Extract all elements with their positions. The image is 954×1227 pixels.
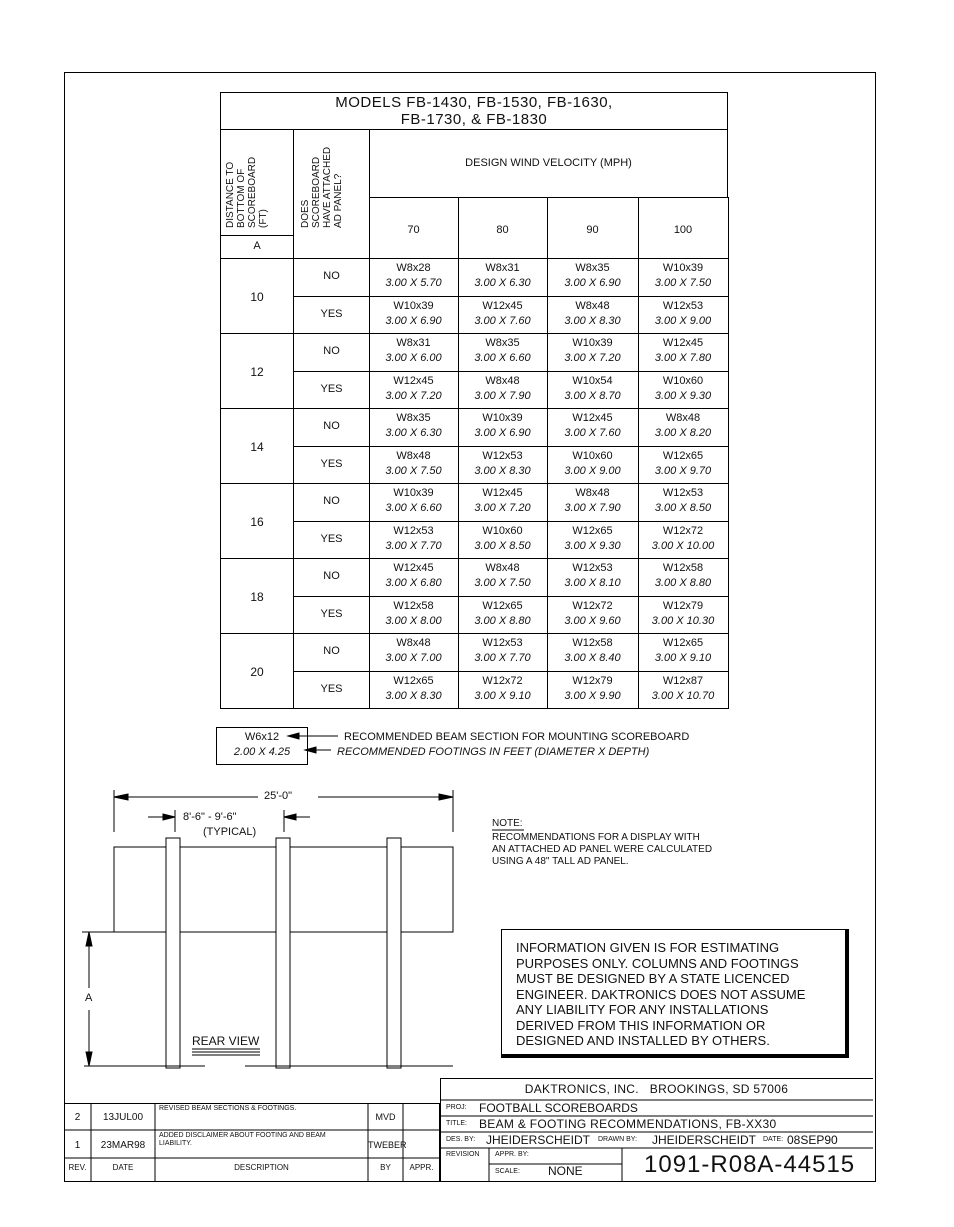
footing-size: 3.00 X 6.60: [474, 352, 531, 364]
beam-size: W10x54: [572, 374, 613, 387]
disclaimer-box: [501, 929, 849, 1058]
footing-size: 3.00 X 8.50: [654, 502, 712, 514]
beam-size: W10x39: [572, 337, 613, 349]
legend-footing-desc: RECOMMENDED FOOTINGS IN FEET (DIAMETER X DEPTH): [337, 746, 650, 758]
appr-header: APPR.: [409, 1163, 434, 1172]
distance-header-line: SCOREBOARD: [247, 156, 258, 228]
beam-size: W8x28: [396, 262, 431, 274]
beam-size: W12x45: [572, 412, 613, 424]
footing-size: 3.00 X 8.30: [474, 464, 531, 477]
beam-size: W12x65: [572, 524, 613, 537]
revision-label: REVISION: [446, 1151, 480, 1158]
note-line: AN ATTACHED AD PANEL WERE CALCULATED: [492, 844, 713, 855]
designer: JHEIDERSCHEIDT: [486, 1133, 591, 1147]
footing-size: 3.00 X 7.60: [474, 314, 531, 327]
footing-size: 3.00 X 8.80: [474, 614, 531, 627]
beam-size: W12x58: [662, 562, 704, 574]
beam-size: W10x39: [662, 262, 704, 274]
beam-size: W12x45: [662, 337, 704, 349]
distance-value: 18: [250, 589, 264, 604]
note-line: USING A 48" TALL AD PANEL.: [492, 856, 629, 867]
by-header: BY: [380, 1163, 391, 1172]
beam-size: W12x53: [482, 449, 523, 462]
footing-size: 3.00 X 7.70: [474, 652, 531, 664]
beam-size: W12x65: [393, 674, 434, 687]
footing-size: 3.00 X 9.10: [474, 689, 531, 702]
beam-size: W10x60: [482, 524, 523, 537]
panel-header-line: HAVE ATTACHED: [322, 146, 333, 228]
panel-value: YES: [320, 382, 343, 395]
beam-size: W10x39: [482, 412, 523, 424]
legend-beam-desc: RECOMMENDED BEAM SECTION FOR MOUNTING SCOREBOARD: [344, 731, 690, 743]
drawing-number: 1091-R08A-44515: [644, 1151, 856, 1178]
table-title-line2: FB-1730, & FB-1830: [400, 111, 548, 128]
scale-value: NONE: [548, 1164, 583, 1178]
footing-size: 3.00 X 9.00: [654, 314, 712, 327]
wind-speed: 80: [496, 224, 509, 236]
distance-header-line: (FT): [258, 209, 269, 228]
footing-size: 3.00 X 6.30: [385, 427, 442, 439]
rev-date: 23MAR98: [100, 1140, 146, 1151]
footing-size: 3.00 X 7.20: [564, 352, 621, 364]
beam-size: W8x48: [575, 487, 610, 499]
rev-header: REV.: [68, 1163, 87, 1172]
beam-size: W10x39: [393, 487, 434, 499]
beam-size: W12x53: [662, 487, 704, 499]
beam-size: W10x60: [662, 374, 704, 387]
beam-size: W8x48: [575, 299, 610, 312]
footing-size: 3.00 X 7.50: [385, 464, 442, 477]
footing-size: 3.00 X 7.90: [564, 502, 621, 514]
disclaimer-line: MUST BE DESIGNED BY A STATE LICENCED: [516, 971, 790, 986]
footing-size: 3.00 X 7.00: [385, 652, 442, 664]
panel-value: YES: [320, 682, 343, 695]
distance-value: 14: [250, 439, 264, 454]
project-name: FOOTBALL SCOREBOARDS: [479, 1101, 638, 1115]
footing-size: 3.00 X 10.30: [651, 614, 715, 627]
drawing-title: BEAM & FOOTING RECOMMENDATIONS, FB-XX30: [479, 1117, 777, 1131]
appr-by-label: APPR. BY:: [495, 1151, 529, 1158]
date-header: DATE: [112, 1163, 134, 1172]
panel-header-line: SCOREBOARD: [311, 156, 322, 228]
legend-beam: W6x12: [244, 731, 280, 743]
date-label: DATE:: [763, 1136, 784, 1143]
footing-size: 3.00 X 7.50: [654, 277, 712, 289]
note: [492, 818, 712, 868]
rev-by: TWEBER: [368, 1140, 407, 1150]
panel-value: NO: [323, 570, 340, 582]
footing-size: 3.00 X 9.30: [564, 539, 621, 552]
disclaimer-line: INFORMATION GIVEN IS FOR ESTIMATING: [516, 940, 780, 955]
footing-size: 3.00 X 8.30: [385, 689, 442, 702]
rev-number: 2: [74, 1112, 81, 1123]
beam-size: W8x35: [575, 262, 610, 274]
distance-value: 16: [250, 514, 264, 529]
footing-size: 3.00 X 9.30: [654, 389, 712, 402]
scale-label: SCALE:: [495, 1168, 520, 1175]
note-heading: NOTE:: [492, 818, 523, 829]
footing-size: 3.00 X 8.00: [385, 614, 442, 627]
beam-size: W8x35: [396, 412, 431, 424]
distance-value: 10: [250, 289, 264, 304]
rev-by: MVD: [375, 1112, 396, 1122]
footing-size: 3.00 X 7.80: [654, 352, 712, 364]
beam-size: W12x58: [572, 637, 613, 649]
footing-size: 3.00 X 8.40: [564, 652, 621, 664]
footing-size: 3.00 X 6.30: [474, 277, 531, 289]
company-name: DAKTRONICS, INC. BROOKINGS, SD 57006: [524, 1082, 789, 1096]
footing-size: 3.00 X 7.20: [474, 502, 531, 514]
wind-header: DESIGN WIND VELOCITY (MPH): [465, 157, 632, 169]
disclaimer-line: ANY LIABILITY FOR ANY INSTALLATIONS: [516, 1002, 769, 1017]
rev-description: REVISED BEAM SECTIONS & FOOTINGS.: [159, 1105, 297, 1112]
beam-size: W12x45: [393, 374, 434, 387]
beam-size: W12x53: [662, 299, 704, 312]
panel-value: YES: [320, 307, 343, 320]
beam-size: W10x39: [393, 299, 434, 312]
footing-size: 3.00 X 5.70: [385, 277, 442, 289]
footing-size: 3.00 X 9.10: [654, 652, 712, 664]
beam-size: W12x45: [482, 299, 523, 312]
distance-value: 12: [250, 364, 264, 379]
footing-size: 3.00 X 7.70: [385, 539, 442, 552]
footing-size: 3.00 X 8.80: [654, 577, 712, 589]
beam-size: W12x79: [662, 599, 704, 612]
height-label: A: [85, 992, 93, 1004]
beam-size: W8x48: [485, 562, 520, 574]
disclaimer-line: DERIVED FROM THIS INFORMATION OR: [516, 1017, 766, 1033]
panel-value: NO: [323, 645, 340, 657]
footing-size: 3.00 X 9.60: [564, 614, 621, 627]
beam-size: W8x31: [485, 262, 520, 274]
footing-size: 3.00 X 7.20: [385, 389, 442, 402]
footing-size: 3.00 X 9.00: [564, 464, 621, 477]
beam-size: W8x31: [396, 337, 431, 349]
panel-value: NO: [323, 420, 340, 432]
beam-size: W12x45: [482, 487, 523, 499]
distance-value: 20: [250, 664, 264, 679]
proj-label: PROJ:: [446, 1104, 467, 1111]
footing-size: 3.00 X 8.30: [564, 314, 621, 327]
footing-size: 3.00 X 8.10: [564, 577, 621, 589]
footing-size: 3.00 X 6.60: [385, 502, 442, 514]
distance-header-line: BOTTOM OF: [236, 168, 247, 228]
footing-size: 3.00 X 7.50: [474, 577, 531, 589]
footing-size: 3.00 X 7.90: [474, 389, 531, 402]
footing-size: 3.00 X 6.90: [474, 427, 531, 439]
disclaimer-text: [516, 940, 805, 1049]
beam-size: W12x72: [662, 524, 704, 537]
panel-value: NO: [323, 345, 340, 357]
drafter: JHEIDERSCHEIDT: [652, 1133, 757, 1147]
beam-size: W12x53: [572, 562, 613, 574]
footing-size: 3.00 X 8.70: [564, 389, 621, 402]
footing-size: 3.00 X 9.70: [654, 464, 712, 477]
legend-footing: 2.00 X 4.25: [233, 746, 291, 758]
beam-size: W12x58: [393, 599, 434, 612]
description-header: DESCRIPTION: [234, 1163, 289, 1172]
beam-size: W12x53: [393, 524, 434, 537]
panel-value: YES: [320, 607, 343, 620]
footing-size: 3.00 X 10.70: [651, 689, 715, 702]
panel-value: NO: [323, 495, 340, 507]
disclaimer-line: ENGINEER. DAKTRONICS DOES NOT ASSUME: [516, 986, 806, 1002]
rev-date: 13JUL00: [102, 1112, 144, 1123]
panel-value: YES: [320, 457, 343, 470]
spacing-dimension-label: 8'-6" - 9'-6": [183, 811, 237, 823]
table-title-line1: MODELS FB-1430, FB-1530, FB-1630,: [335, 94, 613, 111]
footing-size: 3.00 X 6.00: [385, 352, 442, 364]
beam-size: W12x65: [662, 637, 704, 649]
distance-header-line: DISTANCE TO: [225, 161, 236, 228]
beam-size: W12x87: [662, 674, 704, 687]
beam-size: W12x72: [482, 674, 523, 687]
title-label: TITLE:: [446, 1120, 468, 1127]
legend-arrows: [288, 733, 338, 753]
footing-size: 3.00 X 8.50: [474, 539, 531, 552]
rev-description: ADDED DISCLAIMER ABOUT FOOTING AND BEAM LIABILITY.: [159, 1132, 326, 1147]
beam-size: W8x35: [485, 337, 520, 349]
beam-size: W8x48: [665, 412, 701, 424]
beam-size: W10x60: [572, 449, 613, 462]
panel-header-line: DOES: [300, 199, 311, 228]
panel-value: NO: [323, 270, 340, 282]
beam-size: W12x79: [572, 674, 613, 687]
beam-size: W12x65: [662, 449, 704, 462]
beam-size: W8x48: [485, 374, 520, 387]
footing-size: 3.00 X 6.90: [385, 314, 442, 327]
footing-size: 3.00 X 8.20: [654, 427, 712, 439]
drawn-label: DRAWN BY:: [598, 1136, 638, 1143]
revision-block: [64, 1103, 440, 1182]
beam-size: W12x53: [482, 637, 523, 649]
disclaimer-line: PURPOSES ONLY. COLUMNS AND FOOTINGS: [516, 955, 799, 971]
footing-size: 3.00 X 7.60: [564, 427, 621, 439]
overall-dimension-label: 25'-0": [264, 790, 293, 802]
footing-size: 3.00 X 9.90: [564, 689, 621, 702]
wind-speed: 90: [586, 224, 599, 236]
footing-size: 3.00 X 10.00: [651, 539, 715, 552]
beam-size: W8x48: [396, 637, 431, 649]
note-line: RECOMMENDATIONS FOR A DISPLAY WITH: [492, 832, 700, 843]
rev-number: 1: [74, 1140, 81, 1151]
footing-size: 3.00 X 6.90: [564, 277, 621, 289]
wind-speed: 100: [673, 224, 693, 236]
footing-size: 3.00 X 6.80: [385, 577, 442, 589]
beam-size: W12x65: [482, 599, 523, 612]
panel-value: YES: [320, 532, 343, 545]
title-block: [440, 1078, 873, 1182]
beam-size: W8x48: [396, 449, 431, 462]
beam-size: W12x72: [572, 599, 613, 612]
beam-size: W12x45: [393, 562, 434, 574]
des-label: DES. BY:: [446, 1136, 476, 1143]
wind-speed: 70: [407, 224, 420, 236]
disclaimer-line: DESIGNED AND INSTALLED BY OTHERS.: [516, 1033, 770, 1048]
distance-letter: A: [253, 240, 261, 252]
drawing-date: 08SEP90: [787, 1133, 838, 1147]
spacing-note: (TYPICAL): [203, 826, 257, 838]
rear-view-label: REAR VIEW: [192, 1034, 260, 1048]
panel-header-line: AD PANEL?: [333, 173, 344, 228]
